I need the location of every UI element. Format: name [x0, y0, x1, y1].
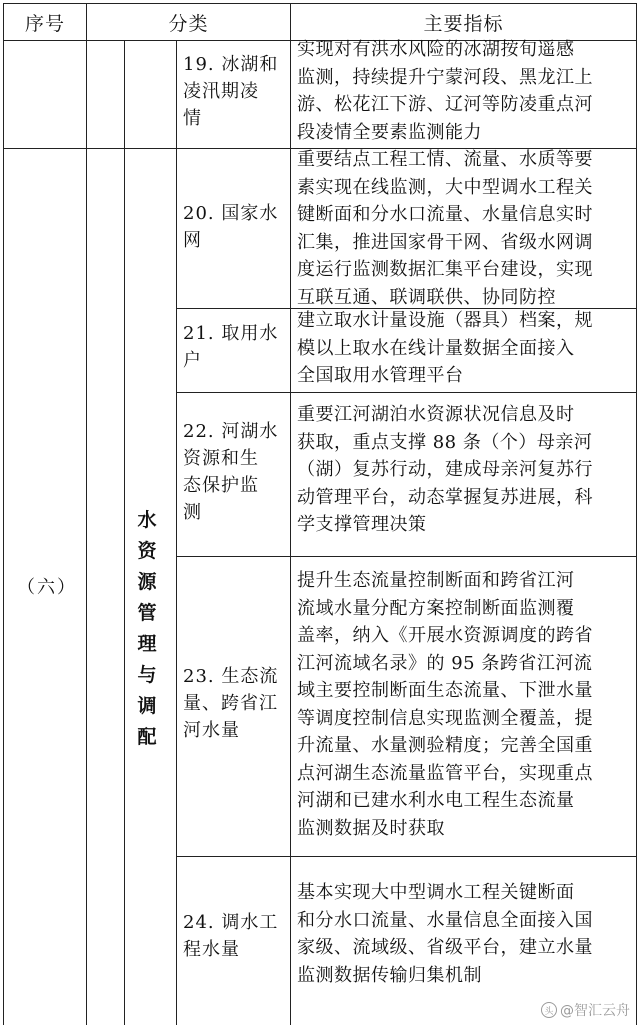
watermark	[541, 1000, 630, 1020]
row-22-category: 22. 河湖水 资源和生 态保护监 测	[183, 421, 279, 523]
header-seq: 序号	[24, 12, 65, 35]
row-19-indicator: 实现对有洪水风险的冰湖按旬遥感 监测，持续提升宁蒙河段、黑龙江上 游、松花江下游、辽河等防凌重点河 段凌情全要素监测能力	[297, 39, 593, 143]
row-21-category: 21. 取用水 户	[183, 323, 279, 371]
column-divider	[124, 40, 125, 1025]
table-right-border	[636, 3, 637, 1025]
row-20-category: 20. 国家水 网	[183, 203, 279, 251]
row-20-indicator: 重要结点工程工情、流量、水质等要 素实现在线监测，大中型调水工程关 键断面和分水口流量、水量信息实时 汇集，推进国家骨干网、省级水网调 度运行监测数据汇集平台建设，实现 互联互通、联调联供、协同防控	[297, 149, 593, 308]
watermark-logo-icon: 头	[541, 1002, 557, 1018]
row-22-indicator: 重要江河湖泊水资源状况信息及时 获取，重点支撑 88 条（个）母亲河 （湖）复苏行动，建成母亲河复苏行 动管理平台，动态掌握复苏进展，科 学支撑管理决策	[297, 404, 593, 535]
table-left-border	[3, 3, 4, 1025]
row-divider	[176, 556, 637, 557]
row-19-category: 19. 冰湖和 凌汛期凌 情	[183, 54, 279, 129]
section-category-vertical: 水 资 源 管 理 与 调 配	[137, 509, 157, 748]
header-category: 分类	[168, 12, 209, 35]
row-24-indicator: 基本实现大中型调水工程关键断面 和分水口流量、水量信息全面接入国 家级、流域级、省级平台，建立水量 监测数据传输归集机制	[297, 882, 593, 986]
header-indicators: 主要指标	[423, 12, 504, 35]
section-number: （六）	[17, 577, 77, 598]
column-divider	[176, 40, 177, 1025]
row-23-category: 23. 生态流 量、跨省江 河水量	[183, 666, 279, 741]
row-divider	[176, 856, 637, 857]
row-divider	[176, 392, 637, 393]
column-divider	[290, 3, 291, 1025]
row-24-category: 24. 调水工 程水量	[183, 912, 279, 960]
column-divider	[86, 40, 87, 1025]
row-23-indicator: 提升生态流量控制断面和跨省江河 流域水量分配方案控制断面监测覆 盖率，纳入《开展水资源调度的跨省 江河流域名录》的 95 条跨省江河流 域主要控制断面生态流量、下泄水量 等调度控制信息实现监测全覆盖，提 升流量、水量测验精度；完善全国重 点河湖生态流量监管平台，实现重点 河湖和已建水利水电工程生态流量 监测数据及时获取	[297, 570, 593, 839]
row-21-indicator: 建立取水计量设施（器具）档案，规 模以上取水在线计量数据全面接入 全国取用水管理平台	[297, 310, 593, 386]
watermark-text: @智汇云舟	[560, 1003, 630, 1019]
